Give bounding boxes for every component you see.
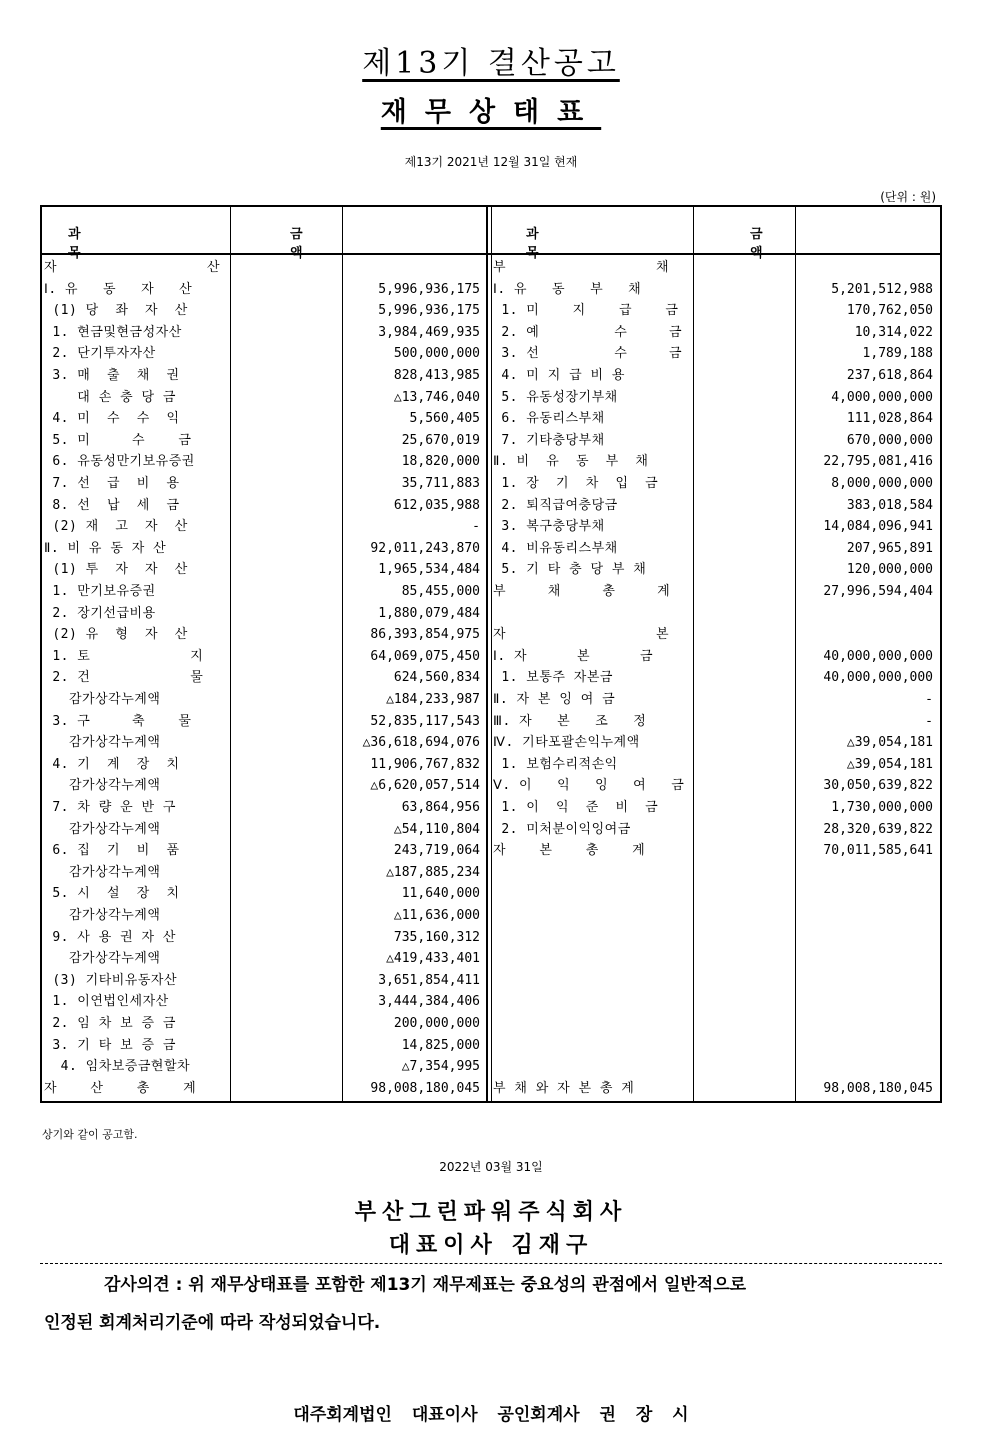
account-amount: △39,054,181	[846, 756, 933, 772]
account-label: 8. 선 납 세 금	[44, 497, 180, 513]
table-row	[44, 279, 480, 301]
account-label: 감가상각누계액	[44, 692, 161, 707]
account-amount: 3,984,469,935	[378, 324, 480, 340]
account-amount: 40,000,000,000	[823, 670, 933, 686]
table-row	[493, 948, 933, 970]
account-label: Ⅱ. 비 유 동 부 채	[493, 454, 649, 470]
account-amount: 27,996,594,404	[823, 584, 933, 599]
table-row	[44, 559, 480, 581]
account-label: 2. 건 물	[44, 670, 204, 686]
account-label: 4. 기 계 장 치	[44, 756, 180, 772]
account-amount: 10,314,022	[854, 324, 933, 340]
account-amount: 735,160,312	[393, 929, 480, 945]
representative-name: 대표이사 김재구	[388, 1232, 594, 1258]
account-amount: -	[472, 519, 480, 535]
table-row	[44, 1013, 480, 1035]
account-label: 6. 집 기 비 품	[44, 843, 180, 859]
table-row	[493, 430, 933, 452]
table-row	[493, 711, 933, 733]
table-row	[493, 581, 933, 603]
table-row	[493, 927, 933, 949]
table-row	[44, 862, 480, 884]
account-label: 4. 미 지 급 비 용	[493, 368, 625, 383]
account-label: 1. 장 기 차 입 금	[493, 476, 659, 491]
account-amount: 5,201,512,988	[831, 281, 933, 297]
account-amount: 500,000,000	[393, 346, 480, 362]
table-row	[493, 667, 933, 689]
table-row	[493, 495, 933, 517]
account-label: 6. 유동성만기보유증권	[44, 454, 195, 470]
unit-label: (단위 : 원)	[880, 190, 936, 204]
account-label: 자 본	[493, 627, 669, 643]
account-label: 7. 차 량 운 반 구	[44, 800, 176, 815]
table-row	[44, 430, 480, 452]
table-row	[493, 538, 933, 560]
account-label: 1. 보통주 자본금	[493, 670, 613, 686]
table-row	[493, 883, 933, 905]
table-row	[44, 516, 480, 538]
account-amount: 14,825,000	[401, 1037, 480, 1053]
table-row	[44, 1035, 480, 1057]
table-row	[493, 754, 933, 776]
account-label: 3. 매 출 채 권	[44, 368, 180, 383]
account-label: Ⅳ. 기타포괄손익누계액	[493, 735, 640, 751]
account-amount: 14,084,096,941	[823, 519, 933, 535]
account-amount: 5,996,936,175	[378, 281, 480, 297]
account-amount: 1,880,079,484	[378, 605, 480, 621]
account-amount: 237,618,864	[846, 368, 933, 383]
table-row	[44, 775, 480, 797]
account-label: (1) 당 좌 자 산	[44, 303, 188, 319]
account-amount: 828,413,985	[393, 368, 480, 383]
account-label: 2. 장기선급비용	[44, 605, 156, 621]
account-label: 2. 단기투자자산	[44, 346, 156, 362]
account-label: 5. 시 설 장 치	[44, 886, 180, 902]
table-row	[44, 365, 480, 387]
account-amount: 120,000,000	[846, 562, 933, 578]
account-label: 1. 만기보유증권	[44, 584, 156, 599]
account-amount: 1,789,188	[862, 346, 933, 362]
account-label: 1. 이연법인세자산	[44, 994, 169, 1010]
account-amount: △419,433,401	[386, 951, 480, 967]
account-amount: 670,000,000	[846, 432, 933, 448]
account-label: 자 산	[44, 260, 220, 275]
account-label: 1. 현금및현금성자산	[44, 324, 182, 340]
table-row	[44, 624, 480, 646]
account-amount: 92,011,243,870	[370, 540, 480, 556]
account-label: 5. 유동성장기부채	[493, 389, 618, 405]
account-amount: 243,719,064	[393, 843, 480, 859]
table-row	[493, 343, 933, 365]
table-row	[44, 387, 480, 409]
account-amount: △7,354,995	[401, 1059, 480, 1075]
table-row	[493, 775, 933, 797]
account-label: Ⅴ. 이 익 잉 여 금	[493, 778, 685, 794]
account-amount: 207,965,891	[846, 540, 933, 556]
table-row	[44, 257, 480, 279]
table-row	[493, 451, 933, 473]
table-row	[44, 689, 480, 711]
table-row	[44, 948, 480, 970]
account-amount: △187,885,234	[386, 864, 480, 880]
table-row	[493, 991, 933, 1013]
account-label: 4. 비유동리스부채	[493, 540, 618, 556]
account-amount: 3,444,384,406	[378, 994, 480, 1010]
table-row	[493, 732, 933, 754]
account-amount: 22,795,081,416	[823, 454, 933, 470]
audit-opinion-line2: 인정된 회계처리기준에 따라 작성되었습니다.	[44, 1313, 381, 1333]
table-row	[44, 883, 480, 905]
table-row	[44, 343, 480, 365]
account-amount: 25,670,019	[401, 432, 480, 448]
account-label: 1. 토 지	[44, 648, 204, 664]
account-amount: 64,069,075,450	[370, 648, 480, 664]
header-account-right: 과 목	[526, 227, 649, 261]
account-amount: 5,560,405	[409, 411, 480, 427]
table-row	[493, 516, 933, 538]
table-row	[44, 473, 480, 495]
table-row	[493, 970, 933, 992]
account-label: 6. 유동리스부채	[493, 411, 605, 427]
account-label: 1. 보험수리적손익	[493, 756, 618, 772]
account-label: 1. 미 지 급 금	[493, 303, 679, 319]
account-label: 부 채 총 계	[493, 584, 671, 599]
account-label: 부 채	[493, 260, 669, 275]
account-label: 감가상각누계액	[44, 908, 161, 923]
account-amount: △36,618,694,076	[362, 735, 480, 751]
account-label: 감가상각누계액	[44, 778, 161, 794]
account-amount: 200,000,000	[393, 1016, 480, 1031]
account-amount: △13,746,040	[393, 389, 480, 405]
table-row	[44, 711, 480, 733]
account-label: 부 채 와 자 본 총 계	[493, 1080, 635, 1096]
account-amount: -	[925, 692, 933, 707]
account-amount: 8,000,000,000	[831, 476, 933, 491]
table-row	[493, 322, 933, 344]
header-account-left: 과 목	[68, 227, 181, 261]
divider	[40, 1263, 942, 1264]
account-label: 자 산 총 계	[44, 1080, 197, 1096]
account-label: 3. 기 타 보 증 금	[44, 1037, 176, 1053]
account-amount: 70,011,585,641	[823, 843, 933, 859]
account-label: 대 손 충 당 금	[44, 389, 176, 405]
account-label: 2. 미처분이익잉여금	[493, 821, 631, 837]
table-row	[44, 819, 480, 841]
table-row	[44, 667, 480, 689]
account-amount: 3,651,854,411	[378, 972, 480, 988]
account-label: (3) 기타비유동자산	[44, 972, 178, 988]
table-row	[493, 905, 933, 927]
balance-sheet-table	[40, 205, 942, 1103]
table-row	[44, 495, 480, 517]
account-label: Ⅰ. 유 동 부 채	[493, 281, 642, 297]
account-label: (1) 투 자 자 산	[44, 562, 188, 578]
account-amount: 18,820,000	[401, 454, 480, 470]
table-row	[493, 819, 933, 841]
table-row	[493, 279, 933, 301]
table-row	[44, 300, 480, 322]
table-row	[493, 408, 933, 430]
table-row	[493, 624, 933, 646]
table-row	[493, 387, 933, 409]
account-label: 4. 미 수 수 익	[44, 411, 180, 427]
table-row	[44, 991, 480, 1013]
account-amount: △6,620,057,514	[370, 778, 480, 794]
table-row	[493, 840, 933, 862]
account-label: 2. 예 수 금	[493, 324, 683, 340]
table-row	[44, 322, 480, 344]
table-row	[493, 300, 933, 322]
as-of-date: 제13기 2021년 12월 31일 현재	[404, 155, 578, 169]
table-row	[493, 473, 933, 495]
table-row	[493, 1013, 933, 1035]
account-amount: 11,906,767,832	[370, 756, 480, 772]
table-row	[44, 797, 480, 819]
account-label: (2) 재 고 자 산	[44, 519, 188, 535]
account-label: 감가상각누계액	[44, 951, 161, 967]
table-row	[493, 646, 933, 668]
account-label: 7. 선 급 비 용	[44, 476, 180, 491]
account-label: Ⅲ. 자 본 조 정	[493, 713, 647, 729]
account-amount: 170,762,050	[846, 303, 933, 319]
account-amount: 111,028,864	[846, 411, 933, 427]
header-amount-left: 금 액	[290, 227, 423, 261]
table-row	[44, 754, 480, 776]
account-amount: 40,000,000,000	[823, 648, 933, 664]
notice-title: 제13기 결산공고	[362, 46, 620, 81]
account-label: 3. 복구충당부채	[493, 519, 605, 535]
account-label: 3. 구 축 물	[44, 713, 192, 729]
table-row	[493, 559, 933, 581]
account-amount: 28,320,639,822	[823, 821, 933, 837]
account-label: (2) 유 형 자 산	[44, 627, 188, 643]
account-label: Ⅱ. 자 본 잉 여 금	[493, 692, 616, 707]
table-row	[493, 365, 933, 387]
table-row	[493, 689, 933, 711]
account-amount: 5,996,936,175	[378, 303, 480, 319]
account-amount: △184,233,987	[386, 692, 480, 707]
account-label: 감가상각누계액	[44, 864, 161, 880]
table-row	[44, 905, 480, 927]
table-row	[44, 581, 480, 603]
table-row	[493, 797, 933, 819]
account-label: Ⅱ. 비 유 동 자 산	[44, 540, 167, 556]
table-row	[44, 732, 480, 754]
account-amount: 624,560,834	[393, 670, 480, 686]
account-label: 9. 사 용 권 자 산	[44, 929, 176, 945]
account-label: 2. 퇴직급여충당금	[493, 497, 618, 513]
statement-title: 재무상태표	[380, 97, 602, 128]
account-amount: 11,640,000	[401, 886, 480, 902]
account-amount: 1,965,534,484	[378, 562, 480, 578]
notice-note: 상기와 같이 공고함.	[42, 1128, 138, 1141]
account-amount: 612,035,988	[393, 497, 480, 513]
account-label: 7. 기타충당부채	[493, 432, 605, 448]
account-amount: 85,455,000	[401, 584, 480, 599]
table-row	[493, 862, 933, 884]
account-amount: 86,393,854,975	[370, 627, 480, 643]
account-amount: 98,008,180,045	[370, 1080, 480, 1096]
account-label: Ⅰ. 자 본 금	[493, 648, 654, 664]
account-amount: 4,000,000,000	[831, 389, 933, 405]
table-row	[44, 408, 480, 430]
account-amount: △54,110,804	[393, 821, 480, 837]
header-amount-right: 금 액	[750, 227, 878, 261]
table-row	[493, 603, 933, 625]
table-row	[44, 451, 480, 473]
auditor-signature: 대주회계법인 대표이사 공인회계사 권 장 시	[293, 1405, 689, 1425]
account-label: 감가상각누계액	[44, 735, 161, 751]
table-row	[493, 1056, 933, 1078]
company-name: 부산그린파워주식회사	[354, 1199, 628, 1225]
account-amount: 98,008,180,045	[823, 1080, 933, 1096]
audit-opinion-line1: 감사의견 : 위 재무상태표를 포함한 제13기 재무제표는 중요성의 관점에서 일반적으로	[104, 1275, 747, 1295]
table-row	[44, 646, 480, 668]
account-label: 5. 기 타 충 당 부 채	[493, 562, 647, 578]
account-label: 1. 이 익 준 비 금	[493, 800, 659, 815]
account-amount: 52,835,117,543	[370, 713, 480, 729]
table-row	[44, 1056, 480, 1078]
table-row	[44, 927, 480, 949]
account-amount: 383,018,584	[846, 497, 933, 513]
table-row	[44, 970, 480, 992]
account-amount: △11,636,000	[393, 908, 480, 923]
account-amount: 30,050,639,822	[823, 778, 933, 794]
table-row	[44, 1078, 480, 1100]
account-amount: 1,730,000,000	[831, 800, 933, 815]
account-label: 2. 임 차 보 증 금	[44, 1016, 176, 1031]
account-label: Ⅰ. 유 동 자 산	[44, 281, 193, 297]
table-row	[493, 1035, 933, 1057]
account-amount: 63,864,956	[401, 800, 480, 815]
table-row	[44, 603, 480, 625]
table-row	[493, 257, 933, 279]
account-label: 3. 선 수 금	[493, 346, 683, 362]
account-label: 감가상각누계액	[44, 821, 161, 837]
account-label: 자 본 총 계	[493, 843, 646, 859]
account-amount: 35,711,883	[401, 476, 480, 491]
account-amount: -	[925, 713, 933, 729]
announce-date: 2022년 03월 31일	[439, 1160, 543, 1174]
account-label: 4. 임차보증금현할차	[44, 1059, 191, 1075]
table-row	[44, 538, 480, 560]
account-amount: △39,054,181	[846, 735, 933, 751]
table-row	[493, 1078, 933, 1100]
table-row	[44, 840, 480, 862]
account-label: 5. 미 수 금	[44, 432, 192, 448]
